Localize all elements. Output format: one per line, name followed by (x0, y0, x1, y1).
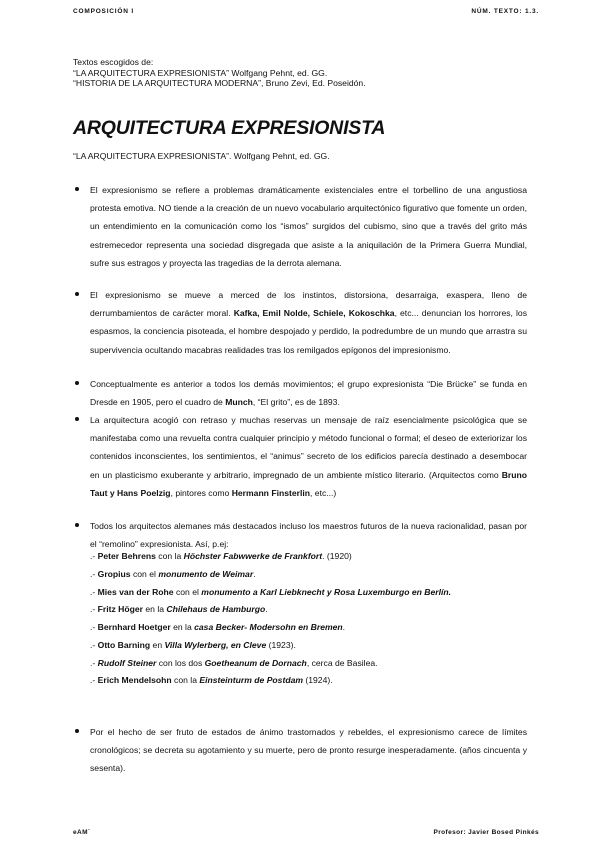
text-run: Peter Behrens (97, 551, 156, 561)
text-run: , “El grito”, es de 1893. (252, 397, 340, 408)
text-run: Villa Wylerberg, en Cleve (164, 640, 267, 650)
text-run: .- (90, 587, 98, 597)
text-run: Gropius (97, 569, 131, 579)
bullet-dot-icon (75, 187, 79, 191)
footer-left: eAM´ (73, 829, 91, 836)
text-run: Bernhard Hoetger (97, 622, 171, 632)
example-line (90, 655, 378, 673)
bullet-dot-icon (75, 729, 79, 733)
text-run: , pintores como (170, 487, 232, 498)
text-run (194, 622, 346, 632)
text-run: Munch (225, 397, 253, 408)
text-run: con la (171, 675, 200, 685)
text-run (166, 604, 268, 614)
text-run: (1924). (303, 675, 333, 685)
text-run: Conceptualmente es anterior a todos los demás movimientos; el grupo expresionista “Die Brücke” se funda en Dresde en 1905, pero el cuadro de (90, 379, 527, 408)
text-run: .- (90, 675, 98, 685)
header-left: COMPOSICIÓN I (73, 8, 134, 15)
text-run: El expresionismo se mueve a merced de los instintos, distorsiona, desarraiga, exaspera, lleno de derrumbamientos de carácter moral. (90, 290, 527, 319)
text-run (205, 658, 307, 668)
text-run (158, 569, 256, 579)
text-run (201, 587, 451, 597)
sources-block (73, 57, 366, 89)
sources-line: “LA ARQUITECTURA EXPRESIONISTA” Wolfgang Pehnt, ed. GG. (73, 67, 328, 78)
text-run: con los dos (156, 658, 205, 668)
sources-line: Textos escogidos de: (73, 57, 154, 67)
text-run: en la (170, 622, 195, 632)
bullet-text (90, 411, 527, 502)
text-run: monumento a Karl Liebknecht y Rosa Luxemburgo en Berlín. (201, 587, 452, 597)
text-run (165, 640, 267, 650)
text-run: Fritz Höger (97, 604, 143, 614)
example-line (90, 566, 256, 584)
bullet-dot-icon (75, 292, 79, 296)
bullet-text (90, 181, 527, 272)
text-run: .- (90, 658, 98, 668)
example-line (90, 601, 268, 619)
footer-right: Profesor: Javier Bosed Pinkés (433, 829, 539, 836)
text-run: La arquitectura acogió con retraso y muchas reservas un mensaje de raíz esencialmente psicológica que se manifestaba como una revuelta contra cualquier principio y método funcional o formal; el deseo de exteriorizar los contenidos inconscientes, los sentimientos, el “animus” secreto de los edificios parecía destinado a desembocar en un plasticismo exuberante y arbitrario, impregnado de un ambiente místico literario. (Arquitectos como (90, 415, 527, 480)
bullet-dot-icon (75, 417, 79, 421)
text-run: Höchster Fabwwerke de Frankfort (183, 551, 323, 561)
text-run (98, 658, 157, 668)
text-run: .- (90, 640, 98, 650)
bullet-text (90, 286, 527, 359)
document-subtitle: “LA ARQUITECTURA EXPRESIONISTA”. Wolfgang Pehnt, ed. GG. (73, 151, 330, 161)
text-run: Otto Barning (97, 640, 151, 650)
text-run: Erich Mendelsohn (97, 675, 172, 685)
text-run: casa Becker- Modersohn en Bremen (194, 622, 343, 632)
text-run: , etc... denuncian los horrores, los espasmos, la conciencia pisoteada, el hombre despojado y perdido, la podredumbre de un mundo que arrastra su supervivencia ocultando macabras realidades tras los remilgados epígonos del impresionismo. (90, 308, 528, 355)
text-run: Goetheanum de Dornach (204, 658, 307, 668)
example-line (90, 672, 333, 690)
sources-line: “HISTORIA DE LA ARQUITECTURA MODERNA”, Bruno Zevi, Ed. Poseidón. (73, 78, 366, 89)
text-run: Einsteinturm de Postdam (199, 675, 303, 685)
text-run: .- (90, 569, 98, 579)
text-run: Bruno Taut y Hans Poelzig (90, 469, 527, 498)
example-line (90, 548, 352, 566)
text-run: (1923). (266, 640, 296, 650)
text-run: con la (155, 551, 184, 561)
text-run: . (265, 604, 268, 614)
text-run: Rudolf Steiner (97, 658, 157, 668)
text-run (184, 551, 323, 561)
text-run: monumento de Weimar (158, 569, 254, 579)
document-title: ARQUITECTURA EXPRESIONISTA (73, 117, 386, 139)
text-run (199, 675, 303, 685)
text-run: Por el hecho de ser fruto de estados de ánimo trastornados y rebeldes, el expresionismo carece de límites cronológicos; se decreta su agotamiento y su muerte, pero de pronto resurge inesperadamente. (años cincuenta y sesenta). (90, 727, 527, 774)
text-run: , cerca de Basilea. (306, 658, 378, 668)
text-run: Kafka, Emil Nolde, Schiele, Kokoschka (233, 308, 395, 319)
text-run: .- (90, 551, 98, 561)
text-run: Todos los arquitectos alemanes más destacados incluso los maestros futuros de la nueva racionalidad, pasan por el “remolino” expresionista. Así, p.ej: (90, 521, 527, 550)
text-run: Hermann Finsterlin (231, 487, 311, 498)
text-run: .- (90, 604, 98, 614)
text-run: .- (90, 622, 98, 632)
text-run: . (342, 622, 346, 632)
text-run: Chilehaus de Hamburgo (166, 604, 266, 614)
text-run: Mies van der Rohe (97, 587, 174, 597)
header-right: NÚM. TEXTO: 1.3. (471, 8, 539, 15)
text-run: , etc...) (310, 487, 337, 498)
bullet-dot-icon (75, 523, 79, 527)
text-run: en (150, 640, 165, 650)
text-run: El expresionismo se refiere a problemas dramáticamente existenciales entre el torbellino de una angustiosa protesta emotiva. NO tiende a la creación de un nuevo vocabulario arquitectónico figurativo que fomente un orden, un entendimiento en la comunicación como los “ismos” surgidos del cubismo, sino que a través del grito más estremecedor representa una sociedad disgregada que asiste a la aniquilación de la Primera Guerra Mundial, sufre sus estragos y proyecta las tragedias de la derrota alemana. (90, 185, 527, 268)
text-run: en la (143, 604, 167, 614)
bullet-dot-icon (75, 381, 79, 385)
bullet-text (90, 375, 527, 411)
example-line (90, 637, 296, 655)
text-run: con el (173, 587, 202, 597)
bullet-text (90, 723, 527, 778)
text-run: . (1920) (322, 551, 352, 561)
example-line (90, 584, 451, 602)
text-run: con el (130, 569, 159, 579)
text-run: . (253, 569, 256, 579)
example-line (90, 619, 345, 637)
